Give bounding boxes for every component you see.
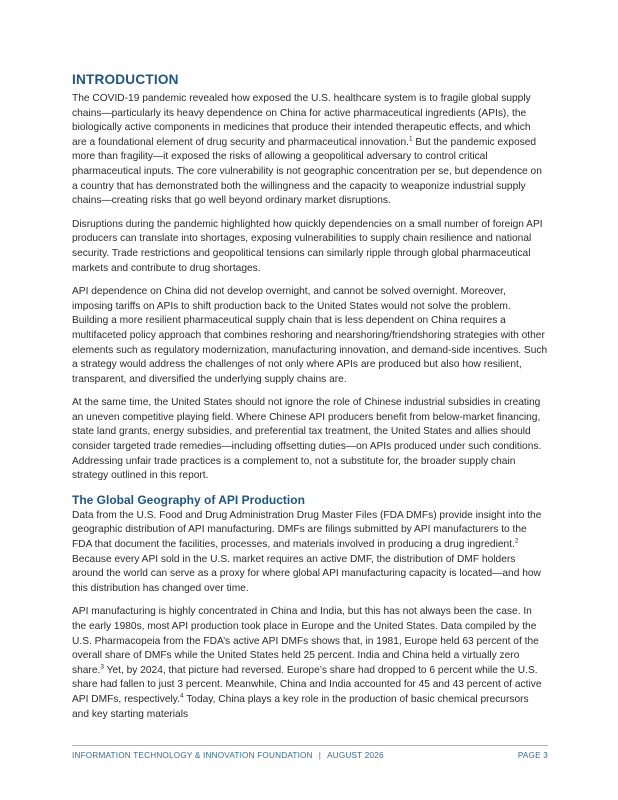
footer-page-number: PAGE 3 <box>517 751 548 760</box>
body-paragraph <box>72 396 548 484</box>
paragraph-text: Data from the U.S. Food and Drug Administration Drug Master Files (FDA DMFs) provide insight into the geographic distribution of API manufacturing. DMFs are filings submitted by API manufacturers to the FDA that document the facilities, processes, and materials involved in producing a drug ingredient. <box>72 509 542 551</box>
paragraph-text: But the pandemic exposed more than fragility—it exposed the risks of allowing a geopolitical adversary to control critical pharmaceutical inputs. The core vulnerability is not geographic concentration per se, but dependence on a country that has demonstrated both the willingness and the capacity to weaponize industrial supply chains—creating risks that go well beyond ordinary market disruptions. <box>72 136 542 207</box>
footer-publication-info <box>72 751 384 760</box>
report-page-body <box>72 72 548 731</box>
body-paragraph <box>72 92 548 209</box>
body-paragraph <box>72 509 548 597</box>
introduction-heading: INTRODUCTION <box>72 72 179 87</box>
paragraph-text: The COVID-19 pandemic revealed how exposed the U.S. healthcare system is to fragile global supply chains—particularly its heavy dependence on China for active pharmaceutical ingredients (APIs), the biologically active components in medicines that produce their intended therapeutic effects, and which are a foundational element of drug security and pharmaceutical innovation. <box>72 93 531 148</box>
paragraph-text: Disruptions during the pandemic highlighted how quickly dependencies on a small number of foreign API producers can translate into shortages, exposing vulnerabilities to supply chain resilience and national security. Trade restrictions and geopolitical tensions can similarly ripple through global pharmaceutical markets and contribute to drug shortages. <box>72 218 543 274</box>
introduction-section <box>72 92 548 484</box>
body-paragraph <box>72 285 548 387</box>
footnote-reference[interactable]: 3 <box>100 663 104 671</box>
paragraph-text: At the same time, the United States should not ignore the role of Chinese industrial subsidies in creating an uneven competitive playing field. Where Chinese API producers benefit from below-market financing, state land grants, energy subsidies, and preferential tax treatment, the United States and allies should consider targeted trade remedies—including offsetting duties—on APIs produced under such conditions. Addressing unfair trade practices is a complement to, not a substitute for, the broader supply chain strategy outlined in this report. <box>72 397 542 482</box>
paragraph-text: Today, China plays a key role in the production of basic chemical precursors and key starting materials <box>72 693 529 720</box>
paragraph-text: Yet, by 2024, that picture had reversed. Europe’s share had dropped to 6 percent while the U.S. share had fallen to just 3 percent. Meanwhile, China and India accounted for 45 and 43 percent of active API DMFs, respectively. <box>72 664 542 705</box>
page-footer <box>72 745 548 760</box>
footnote-reference[interactable]: 4 <box>179 692 184 700</box>
footer-separator: | <box>318 751 322 760</box>
geography-section <box>72 509 548 722</box>
paragraph-text: API dependence on China did not develop overnight, and cannot be solved overnight. Moreover, imposing tariffs on APIs to shift production back to the United States would not solve the problem. Building a more resilient pharmaceutical supply chain that is less dependent on China requires a multifaceted policy approach that combines reshoring and nearshoring/friendshoring strategies with other elements such as regulatory modernization, manufacturing innovation, and demand-side incentives. Such a strategy would address the challenges of not only where APIs are produced but also how resilient, transparent, and diversified the underlying supply chains are. <box>72 286 548 385</box>
geography-heading: The Global Geography of API Production <box>72 492 305 507</box>
footer-organization: INFORMATION TECHNOLOGY & INNOVATION FOUNDATION <box>72 751 313 760</box>
paragraph-text: Because every API sold in the U.S. market requires an active DMF, the distribution of DMF holders around the world can serve as a proxy for where global API manufacturing capacity is located—and how this distribution has changed over time. <box>72 553 541 594</box>
footer-date: AUGUST 2026 <box>327 751 384 760</box>
body-paragraph <box>72 218 548 276</box>
paragraph-text: API manufacturing is highly concentrated in China and India, but this has not always been the case. In the early 1980s, most API production took place in Europe and the United States. Data compiled by the U.S. Pharmacopeia from the FDA’s active API DMFs shows that, in 1981, Europe held 63 percent of the overall share of DMFs while the United States held 25 percent. India and China held a virtually zero share. <box>72 606 539 676</box>
body-paragraph <box>72 605 548 722</box>
footnote-reference[interactable]: 2 <box>514 537 519 545</box>
footnote-reference[interactable]: 1 <box>408 135 413 143</box>
